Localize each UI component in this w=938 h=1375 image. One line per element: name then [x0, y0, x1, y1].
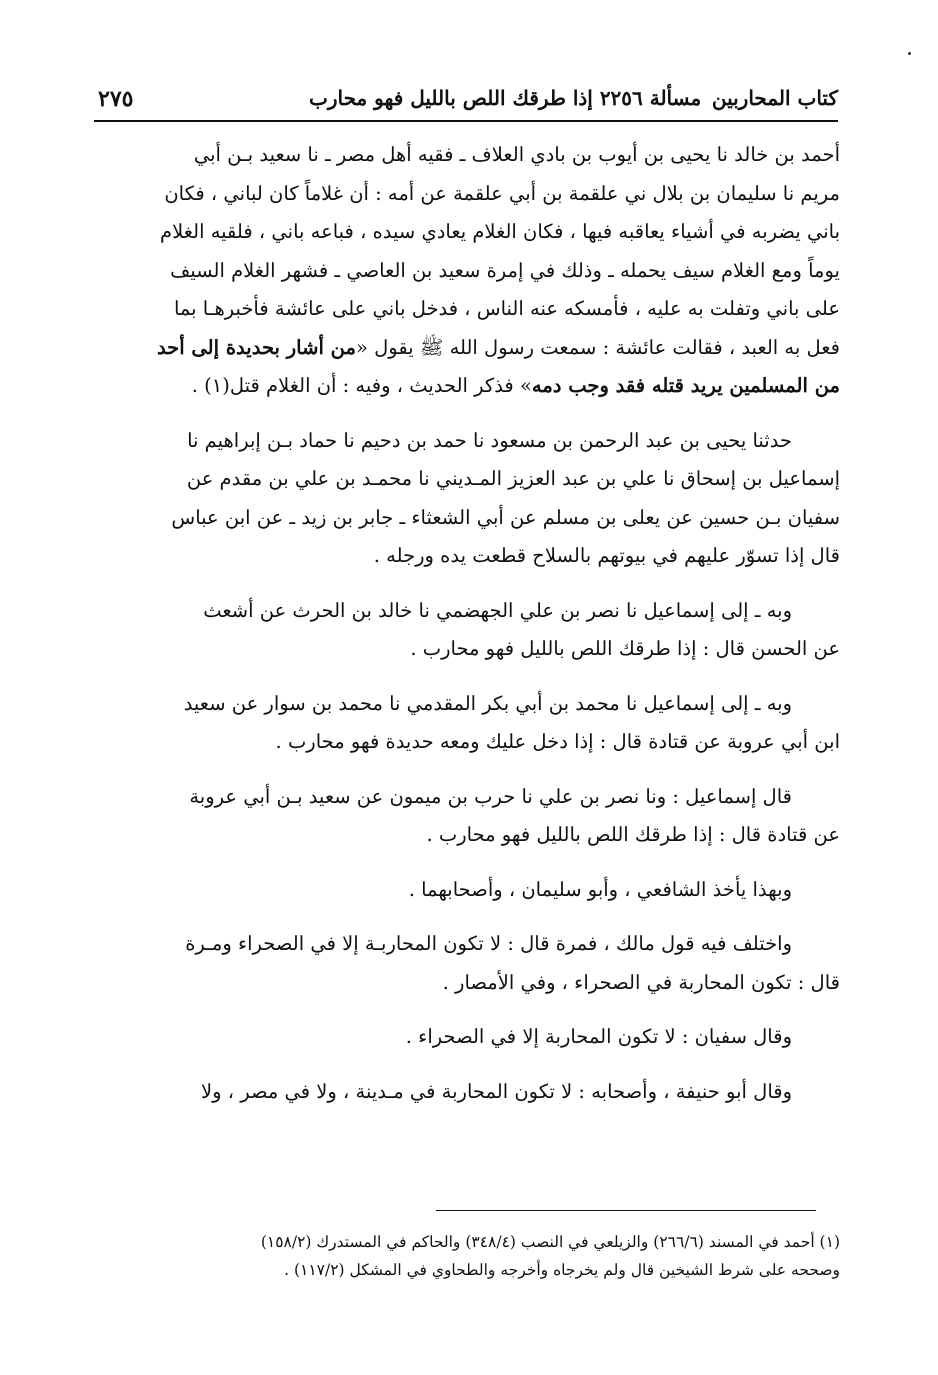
scan-speck [908, 52, 911, 55]
text-line: وقال سفيان : لا تكون المحاربة إلا في الصحراء . [405, 1025, 792, 1048]
book-title: كتاب المحاربين [711, 86, 838, 110]
text-line: مريم نا سليمان بن بلال ني علقمة بن أبي علقمة عن أمه : أن غلاماً كان لباني ، فكان [164, 181, 840, 205]
paragraph [80, 592, 840, 669]
footnote-divider [436, 1210, 816, 1211]
text-line: وبه ـ إلى إسماعيل نا محمد بن أبي بكر المقدمي نا محمد بن سوار عن سعيد [183, 691, 792, 715]
text-line: قال إسماعيل : ونا نصر بن علي نا حرب بن ميمون عن سعيد بـن أبي عروبة [189, 784, 792, 808]
text-line: ابن أبي عروبة عن قتادة قال : إذا دخل عليك ومعه حديدة فهو محارب . [275, 730, 840, 753]
paragraph [80, 685, 840, 762]
paragraph [80, 871, 840, 910]
main-text [80, 136, 840, 1127]
text-line: وبهذا يأخذ الشافعي ، وأبو سليمان ، وأصحابهما . [408, 877, 792, 901]
footnote-line: (١) أحمد في المسند (٢٦٦/٦) والزيلعي في النصب (٣٤٨/٤) والحاكم في المستدرك (١٥٨/٢) [260, 1233, 840, 1251]
text-line: سفيان بـن حسين عن يعلى بن مسلم عن أبي الشعثاء ـ جابر بن زيد ـ عن ابن عباس [171, 505, 840, 529]
text-line: باني يضربه في أشياء يعاقبه فيها ، فكان الغلام يعادي سيده ، فباعه باني ، فلقيه الغلام [160, 220, 840, 243]
text-line: قال إذا تسوّر عليهم في بيوتهم بالسلاح قطعت يده ورجله . [373, 544, 840, 567]
text-line: وبه ـ إلى إسماعيل نا نصر بن علي الجهضمي نا خالد بن الحرث عن أشعث [203, 598, 792, 622]
paragraph [80, 422, 840, 576]
footnote-line: وصححه على شرط الشيخين قال ولم يخرجاه وأخرجه والطحاوي في المشكل (١١٧/٢) . [284, 1261, 840, 1279]
text-line: واختلف فيه قول مالك ، فمرة قال : لا تكون المحاربـة إلا في الصحراء ومـرة [185, 932, 792, 955]
page-header [94, 86, 838, 122]
text-line: وقال أبو حنيفة ، وأصحابه : لا تكون المحاربة في مـدينة ، ولا في مصر ، ولا [200, 1079, 792, 1103]
running-title: مسألة ٢٢٥٦ إذا طرقك اللص بالليل فهو محارب [309, 86, 702, 110]
text-line: عن قتادة قال : إذا طرقك اللص بالليل فهو محارب . [426, 823, 840, 846]
text-line: يوماً ومع الغلام سيف يحمله ـ وذلك في إمرة سعيد بن العاصي ـ فشهر الغلام السيف [170, 258, 840, 282]
text-line: حدثنا يحيى بن عبد الرحمن بن مسعود نا حمد بن دحيم نا حماد بـن إبراهيم نا [187, 428, 792, 452]
paragraph [80, 1018, 840, 1057]
page-number: ٢٧٥ [98, 86, 134, 112]
paragraph [80, 136, 840, 406]
footnote [80, 1228, 840, 1284]
text-line: عن الحسن قال : إذا طرقك اللص بالليل فهو محارب . [410, 637, 840, 660]
paragraph [80, 778, 840, 855]
paragraph [80, 1073, 840, 1112]
paragraph [80, 925, 840, 1002]
text-line: إسماعيل بن إسحاق نا علي بن عبد العزيز المـديني نا محمـد بن علي بن مقدم عن [186, 467, 840, 490]
text-line: أحمد بن خالد نا يحيى بن أيوب بن بادي العلاف ـ فقيه أهل مصر ـ نا سعيد بـن أبي [193, 143, 840, 166]
text-line: قال : تكون المحاربة في الصحراء ، وفي الأمصار . [442, 970, 840, 994]
hadith-emphasis: من المسلمين يريد قتله فقد وجب دمه [531, 374, 840, 397]
hadith-emphasis: من أشار بحديدة إلى أحد [156, 335, 356, 359]
text-line: من المسلمين يريد قتله فقد وجب دمه» فذكر الحديث ، وفيه : أن الغلام قتل(١) . [191, 374, 840, 397]
text-line: على باني وتفلت به عليه ، فأمسكه عنه الناس ، فدخل باني على عائشة فأخبرهـا بما [173, 297, 840, 320]
text-line: فعل به العبد ، فقالت عائشة : سمعت رسول الله ﷺ يقول «من أشار بحديدة إلى أحد [156, 335, 840, 359]
